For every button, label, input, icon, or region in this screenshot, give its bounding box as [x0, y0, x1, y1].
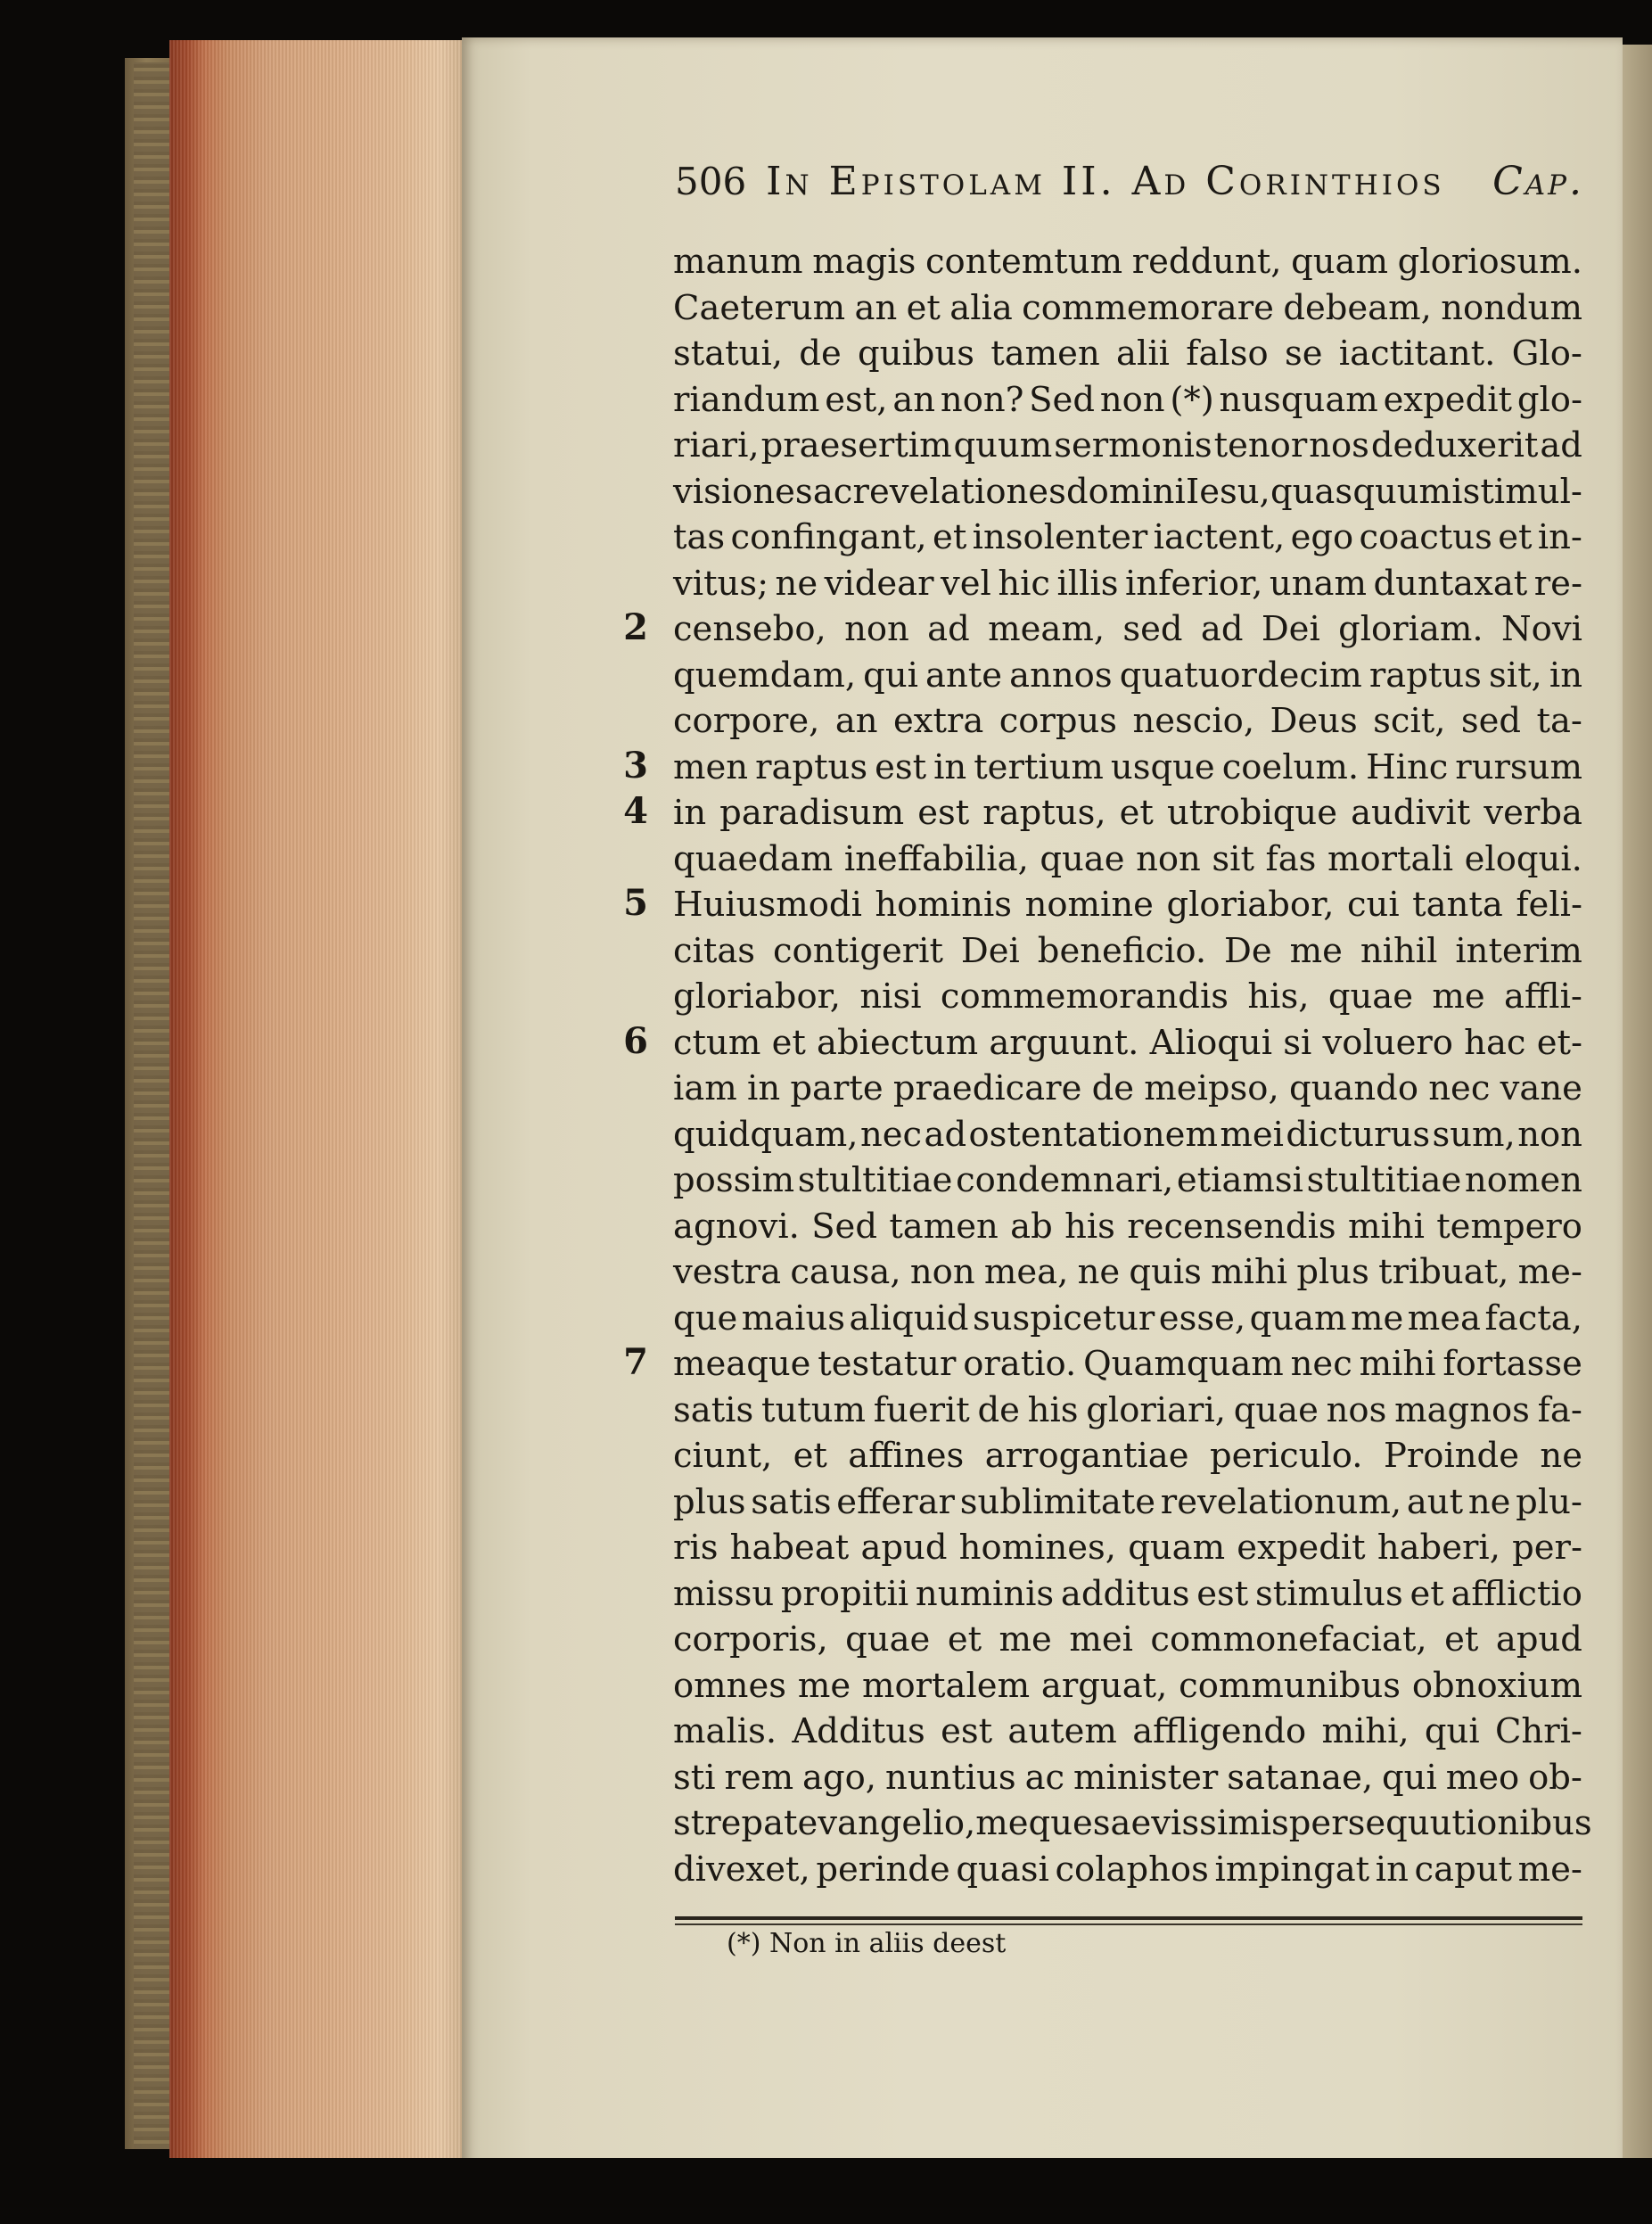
- running-head: [675, 159, 1584, 221]
- text-line: satis tutum fuerit de his gloriari, quae nos magnos fa-: [673, 1389, 1582, 1430]
- text-line: manum magis contemtum reddunt, quam gloriosum.: [673, 242, 1582, 282]
- page-number: 506: [675, 160, 747, 203]
- footnote-rule: [675, 1916, 1582, 1920]
- text-line: quidquam, nec ad ostentationem mei dicturus sum, non: [673, 1114, 1582, 1155]
- text-line: gloriabor, nisi commemorandis his, quae me affli-: [673, 976, 1582, 1017]
- text-line: malis. Additus est autem affligendo mihi, qui Chri-: [673, 1711, 1582, 1751]
- text-line: citas contigerit Dei beneficio. De me nihil interim: [673, 930, 1582, 971]
- verse-number: 6: [623, 1019, 648, 1062]
- verse-number: 3: [623, 744, 648, 787]
- text-line: tas confingant, et insolenter iactent, ego coactus et in-: [673, 517, 1582, 557]
- text-line: ctum et abiectum arguunt. Alioqui si voluero hac et-: [673, 1022, 1582, 1063]
- text-line: Huiusmodi hominis nomine gloriabor, cui tanta feli-: [673, 885, 1582, 925]
- text-line: riari, praesertim quum sermonis tenor nos deduxerit ad: [673, 425, 1582, 465]
- verse-number: 5: [623, 882, 648, 924]
- text-line: missu propitii numinis additus est stimulus et afflictio: [673, 1573, 1582, 1614]
- text-line: quemdam, qui ante annos quatuordecim raptus sit, in: [673, 655, 1582, 696]
- text-line: statui, de quibus tamen alii falso se iactitant. Glo-: [673, 334, 1582, 374]
- footnote: (*) Non in aliis deest: [727, 1928, 1007, 1959]
- text-line: quaedam ineffabilia, quae non sit fas mortali eloqui.: [673, 838, 1582, 879]
- verse-number: 7: [623, 1341, 648, 1383]
- body-text: [673, 239, 1592, 1892]
- text-line: possim stultitiae condemnari, etiamsi stultitiae nomen: [673, 1160, 1582, 1200]
- text-line: Caeterum an et alia commemorare debeam, nondum: [673, 287, 1582, 328]
- text-line: agnovi. Sed tamen ab his recensendis mihi tempero: [673, 1206, 1582, 1247]
- text-line: meaque testatur oratio. Quamquam nec mihi fortasse: [673, 1344, 1582, 1384]
- footnote-rule-secondary: [675, 1923, 1582, 1925]
- text-line: plus satis efferar sublimitate revelationum, aut ne plu-: [673, 1481, 1582, 1522]
- background-shadow: [125, 2158, 1652, 2224]
- text-line: corpore, an extra corpus nescio, Deus scit, sed ta-: [673, 701, 1582, 741]
- text-line: divexet, perinde quasi colaphos impingat in caput me-: [673, 1849, 1582, 1890]
- text-line: vestra causa, non mea, ne quis mihi plus tribuat, me-: [673, 1252, 1582, 1292]
- text-line: censebo, non ad meam, sed ad Dei gloriam. Novi: [673, 609, 1582, 649]
- text-line: que maius aliquid suspicetur esse, quam me mea facta,: [673, 1297, 1582, 1339]
- text-line: vitus; ne videar vel hic illis inferior, unam duntaxat re-: [673, 563, 1582, 604]
- text-line: ciunt, et affines arrogantiae periculo. Proinde ne: [673, 1436, 1582, 1476]
- running-chapter-label: Cap.: [1492, 159, 1584, 204]
- text-line: sti rem ago, nuntius ac minister satanae, qui meo ob-: [673, 1757, 1582, 1798]
- text-line: in paradisum est raptus, et utrobique audivit verba: [673, 793, 1582, 833]
- page-block-edges: [169, 40, 464, 2162]
- running-title: In Epistolam II. Ad Corinthios: [766, 159, 1445, 204]
- verse-number: 4: [623, 790, 648, 832]
- text-line: riandum est, an non? Sed non (*) nusquam expedit glo-: [673, 379, 1582, 420]
- text-line: men raptus est in tertium usque coelum. Hinc rursum: [673, 746, 1582, 787]
- text-line: visiones ac revelationes domini Iesu, quas quum isti mul-: [673, 471, 1582, 512]
- text-line: iam in parte praedicare de meipso, quando nec vane: [673, 1068, 1582, 1108]
- facing-page-edge: [1621, 45, 1652, 2167]
- text-line: corporis, quae et me mei commonefaciat, et apud: [673, 1619, 1582, 1660]
- text-line: omnes me mortalem arguat, communibus obnoxium: [673, 1665, 1582, 1706]
- text-line: strepat evangelio, meque saevissimis persequutionibus: [673, 1803, 1592, 1843]
- verse-number: 2: [623, 606, 648, 648]
- text-line: ris habeat apud homines, quam expedit haberi, per-: [673, 1528, 1582, 1568]
